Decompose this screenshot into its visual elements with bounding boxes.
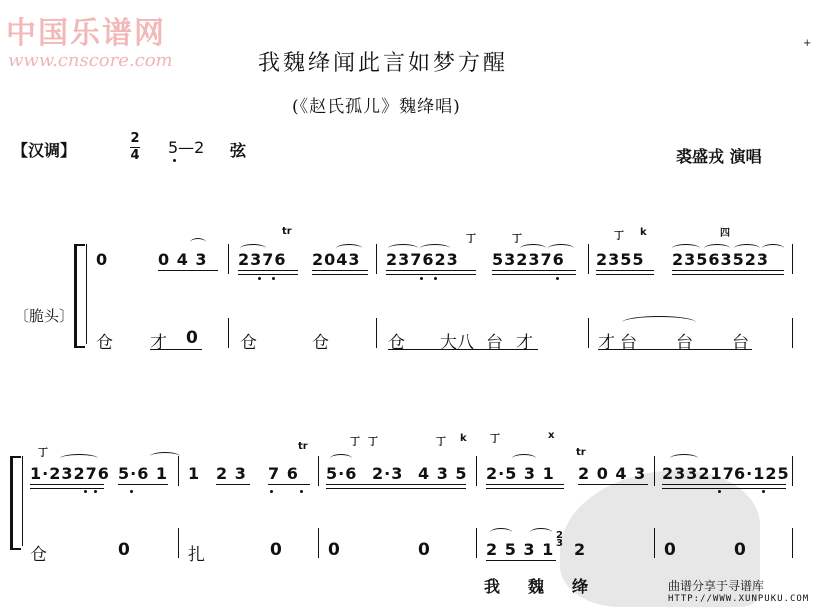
melody-note: 2 3 xyxy=(216,464,247,483)
melody-note: 237623 xyxy=(386,250,459,269)
beam-underline xyxy=(30,484,104,489)
trill-mark: tr xyxy=(298,441,308,452)
lyric-syllable: 绛 xyxy=(572,577,589,596)
melody-note: 2376 xyxy=(238,250,287,269)
beam-underline xyxy=(386,270,476,275)
low-octave-dot xyxy=(258,277,261,280)
slur xyxy=(670,454,698,463)
melody-note: 0 4 3 xyxy=(158,250,208,269)
barline xyxy=(792,528,793,558)
footer-url: HTTP://WWW.XUNPUKU.COM xyxy=(668,594,810,604)
trill-mark: tr xyxy=(576,447,586,458)
slur xyxy=(704,244,730,253)
instrument-label: 〔脆头〕 xyxy=(14,307,75,325)
beam-underline xyxy=(598,349,752,350)
barline xyxy=(376,244,377,274)
ornament-mark: 丁 xyxy=(512,234,522,245)
slur xyxy=(548,244,574,253)
melody-note: 4 3 5 xyxy=(418,464,468,483)
barline xyxy=(476,528,477,558)
slur xyxy=(672,244,700,253)
percussion-rest: 0 xyxy=(664,540,676,560)
low-octave-dot xyxy=(173,159,176,162)
slur xyxy=(336,244,362,253)
low-octave-dot xyxy=(84,490,87,493)
slur xyxy=(520,244,546,253)
barline xyxy=(654,456,655,486)
percussion-syllable: 仓 xyxy=(30,545,47,565)
beam-underline xyxy=(158,270,218,271)
slur xyxy=(490,528,512,537)
lyric-syllable: 魏 xyxy=(528,577,545,596)
time-signature-top: 2 xyxy=(130,131,140,146)
beam-underline xyxy=(662,484,786,489)
beam-underline xyxy=(596,270,654,275)
lyric-syllable: 我 xyxy=(484,577,501,596)
percussion-syllable: 台 xyxy=(732,333,749,353)
slur xyxy=(734,244,760,253)
grace-denominator: 3 xyxy=(556,538,563,549)
percussion-syllable: 才 xyxy=(516,333,533,353)
melody-note: 0 xyxy=(96,250,109,269)
melody-note: 532376 xyxy=(492,250,565,269)
melody-note: 2·5 3 1 xyxy=(486,464,555,483)
barline xyxy=(588,318,589,348)
system-1-start-barline xyxy=(86,244,87,344)
system-1-brace xyxy=(74,244,85,348)
melody-note: 2·3 xyxy=(372,464,404,483)
grace-fraction xyxy=(556,532,563,548)
melody-note: 1 xyxy=(188,464,201,483)
ornament-mark: 丁 xyxy=(368,437,378,448)
melody-note: 5·6 xyxy=(326,464,358,483)
page-subtitle: (《赵氏孤儿》魏绛唱) xyxy=(292,97,461,117)
melody-note: 2355 xyxy=(596,250,645,269)
tie-arc xyxy=(622,316,696,329)
slur xyxy=(330,454,352,463)
system-2-start-barline xyxy=(22,456,23,546)
barline xyxy=(318,528,319,558)
slur xyxy=(762,244,784,253)
ornament-mark: 四 xyxy=(720,228,730,239)
percussion-syllable: 大八 xyxy=(440,333,474,353)
percussion-rest: 0 xyxy=(118,540,130,560)
beam-underline xyxy=(492,270,576,275)
watermark-site-name: 中国乐谱网 xyxy=(6,16,166,51)
melody-note: 2043 xyxy=(312,250,361,269)
percussion-syllable: 台 xyxy=(676,333,693,353)
barline xyxy=(654,528,655,558)
key-signature: 【汉调】 xyxy=(12,141,77,160)
percussion-rest: 0 xyxy=(734,540,746,560)
percussion-rest: 0 xyxy=(418,540,430,560)
percussion-rest: 0 xyxy=(270,540,282,560)
vocal-melody: 2 xyxy=(574,540,587,559)
slur xyxy=(190,238,206,247)
time-signature xyxy=(130,132,140,163)
percussion-syllable: 仓 xyxy=(240,333,257,353)
grace-numerator: 2 xyxy=(556,530,563,541)
ornament-mark: 丁 xyxy=(490,434,500,445)
barline xyxy=(318,456,319,486)
low-octave-dot xyxy=(94,490,97,493)
slur xyxy=(150,452,180,461)
melody-note: 1·23276 xyxy=(30,464,110,483)
percussion-syllable: 仓 xyxy=(312,333,329,353)
percussion-rest: 0 xyxy=(328,540,340,560)
melody-note: 5·6 1 xyxy=(118,464,169,483)
beam-underline xyxy=(672,270,784,275)
beam-underline xyxy=(118,484,168,485)
trill-mark: tr xyxy=(282,226,292,237)
low-octave-dot xyxy=(762,490,765,493)
barline xyxy=(376,318,377,348)
slur xyxy=(60,454,98,463)
beam-underline xyxy=(326,484,466,489)
percussion-syllable: 台 xyxy=(620,333,637,353)
barline xyxy=(588,244,589,274)
beam-underline xyxy=(150,349,202,350)
tuning-xian-label: 弦 xyxy=(230,141,247,160)
low-octave-dot xyxy=(718,490,721,493)
low-octave-dot xyxy=(300,490,303,493)
string-tuning: 5—2 xyxy=(168,138,205,157)
percussion-syllable: 才 xyxy=(598,333,615,353)
low-octave-dot xyxy=(434,277,437,280)
beam-underline xyxy=(312,270,368,275)
corner-mark: + xyxy=(803,38,812,49)
barline xyxy=(228,318,229,348)
ornament-mark: k xyxy=(640,227,647,238)
percussion-syllable: 才 xyxy=(150,333,167,353)
melody-note: 2 0 4 3 xyxy=(578,464,647,483)
beam-underline xyxy=(388,349,538,350)
percussion-syllable: 仓 xyxy=(96,333,113,353)
barline xyxy=(178,528,179,558)
barline xyxy=(792,318,793,348)
ornament-mark: 丁 xyxy=(466,234,476,245)
ornament-mark: 丁 xyxy=(614,231,624,242)
percussion-syllable: 扎 xyxy=(188,545,205,565)
percussion-syllable: 台 xyxy=(486,333,503,353)
beam-underline xyxy=(238,270,298,275)
barline xyxy=(476,456,477,486)
low-octave-dot xyxy=(272,277,275,280)
footer-share-text: 曲谱分享于寻谱库 xyxy=(668,579,765,593)
beam-underline xyxy=(486,484,564,489)
beam-underline xyxy=(578,484,648,485)
performer-credit: 裘盛戎 演唱 xyxy=(676,147,762,166)
ornament-mark: x xyxy=(548,430,555,441)
ornament-mark: k xyxy=(460,433,467,444)
beam-underline xyxy=(268,484,310,485)
low-octave-dot xyxy=(270,490,273,493)
melody-note: 233217 xyxy=(662,464,735,483)
time-signature-bottom: 4 xyxy=(130,148,140,163)
slur xyxy=(512,454,536,463)
barline xyxy=(228,244,229,274)
percussion-rest: 0 xyxy=(186,328,198,348)
slur xyxy=(388,244,418,253)
slur xyxy=(420,244,450,253)
melody-note: 23563523 xyxy=(672,250,770,269)
watermark-site-url: www.cnscore.com xyxy=(8,50,173,71)
low-octave-dot xyxy=(130,490,133,493)
page-title: 我魏绛闻此言如梦方醒 xyxy=(258,51,509,76)
ornament-mark: 丁 xyxy=(38,448,48,459)
ornament-mark: 丁 xyxy=(436,437,446,448)
slur xyxy=(240,244,266,253)
low-octave-dot xyxy=(556,277,559,280)
percussion-syllable: 仓 xyxy=(388,333,405,353)
low-octave-dot xyxy=(420,277,423,280)
barline xyxy=(792,456,793,486)
barline xyxy=(792,244,793,274)
beam-underline xyxy=(216,484,250,485)
vocal-melody: 2 5 3 1 xyxy=(486,540,555,559)
system-2-brace xyxy=(10,456,21,550)
melody-note: 7 6 xyxy=(268,464,299,483)
ornament-mark: 丁 xyxy=(350,437,360,448)
slur xyxy=(530,528,552,537)
melody-note: 6·125 xyxy=(734,464,790,483)
beam-underline xyxy=(486,560,556,561)
